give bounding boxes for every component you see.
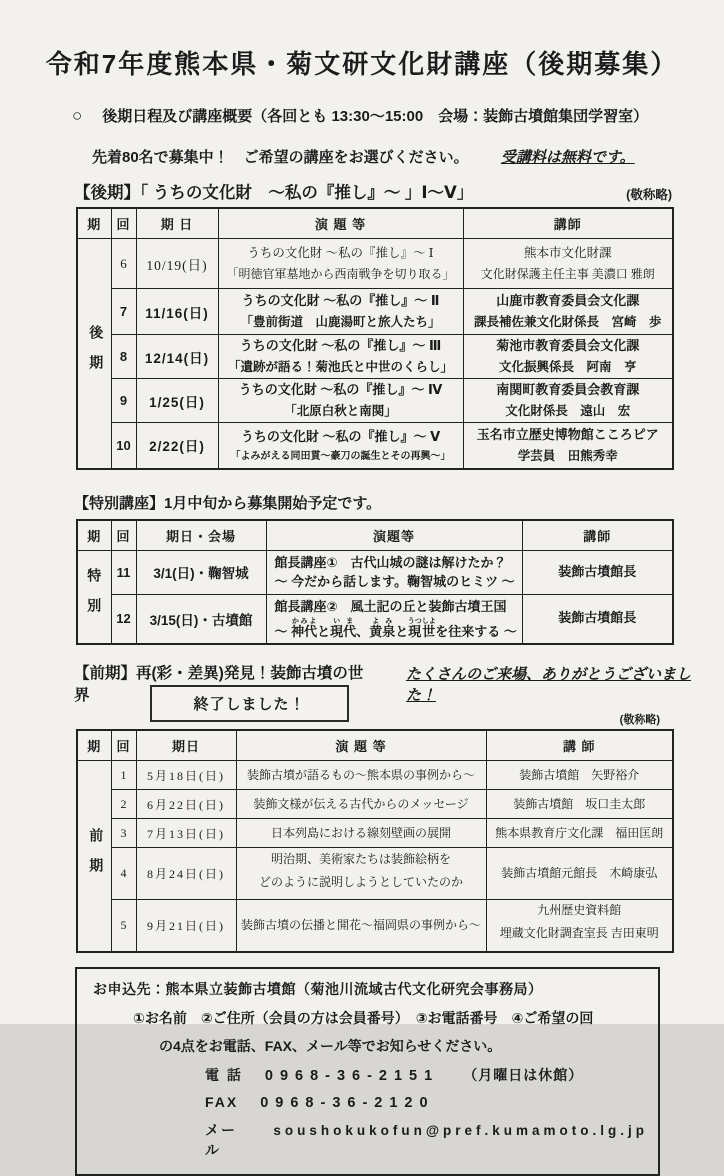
row-no: 1	[111, 761, 136, 790]
row-lecturer: 装飾古墳館長	[522, 550, 673, 594]
row-lecturer: 菊池市教育委員会文化課 文化振興係長 阿南 亨	[463, 335, 673, 379]
phone-number: 0968-36-2151	[264, 1067, 440, 1084]
row-lecturer: 熊本県教育庁文化課 福田匡朗	[486, 819, 673, 848]
row-theme: 装飾文様が伝える古代からのメッセージ	[236, 790, 486, 819]
col-lecturer: 講 師	[486, 730, 673, 761]
phone-label: 電 話	[205, 1066, 243, 1083]
row-date-venue: 3/15(日)・古墳館	[136, 594, 266, 644]
zenki-heading-text: 【前期】再(彩・差異)発見！装飾古墳の世界	[74, 665, 364, 704]
phone-line	[205, 1065, 648, 1085]
row-date: 5月18日(日)	[136, 761, 236, 790]
kouki-table	[76, 207, 674, 470]
col-no: 回	[111, 520, 136, 551]
col-lecturer: 講師	[522, 520, 673, 551]
row-lecturer: 南関町教育委員会教育課 文化財係長 遠山 宏	[463, 379, 673, 423]
tokubetsu-section-heading	[74, 492, 672, 513]
col-period: 期	[77, 208, 111, 239]
fax-line	[205, 1094, 648, 1111]
row-date: 12/14(日)	[136, 335, 218, 379]
row-date: 2/22(日)	[136, 423, 218, 469]
row-no: 2	[111, 790, 136, 819]
contact-items-line: ①お名前 ②ご住所（会員の方は会員番号） ③お電話番号 ④ご希望の回	[133, 1009, 594, 1026]
table-row	[77, 761, 673, 790]
table-row	[77, 379, 673, 423]
table-row	[77, 594, 673, 644]
table-row	[77, 848, 673, 900]
row-lecturer: 装飾古墳館 矢野裕介	[486, 761, 673, 790]
table-row	[77, 900, 673, 952]
row-no: 12	[111, 594, 136, 644]
col-no: 回	[111, 208, 136, 239]
row-date: 11/16(日)	[136, 289, 218, 335]
ended-stamp-box: 終了しました！	[150, 685, 349, 722]
row-theme: 装飾古墳の伝播と開花～福岡県の事例から～	[236, 900, 486, 952]
row-theme: 装飾古墳が語るもの～熊本県の事例から～	[236, 761, 486, 790]
table-row	[77, 239, 673, 289]
circle-bullet-icon: ○	[72, 105, 83, 125]
col-period: 期	[77, 520, 111, 551]
row-no: 11	[111, 550, 136, 594]
row-date: 1/25(日)	[136, 379, 218, 423]
closed-monday-note: （月曜日は休館）	[463, 1066, 584, 1083]
row-lecturer: 玉名市立歴史博物館こころピア 学芸員 田熊秀幸	[463, 423, 673, 469]
fax-label: FAX	[205, 1093, 239, 1110]
row-no: 8	[111, 335, 136, 379]
zenki-table	[76, 729, 674, 953]
overview-line	[72, 105, 724, 126]
row-lecturer: 装飾古墳館 坂口圭太郎	[486, 790, 673, 819]
overview-text: 後期日程及び講座概要（各回とも 13:30～15:00 会場：装飾古墳館集団学習室）	[102, 108, 649, 125]
tokubetsu-table	[76, 519, 674, 646]
table-row	[77, 550, 673, 594]
row-lecturer: 熊本市文化財課 文化財保護主任主事 美濃口 雅朗	[463, 239, 673, 289]
col-date: 期 日	[136, 208, 218, 239]
row-date: 8月24日(日)	[136, 848, 236, 900]
row-no: 4	[111, 848, 136, 900]
row-no: 6	[111, 239, 136, 289]
contact-box	[75, 967, 660, 1176]
row-date: 7月13日(日)	[136, 819, 236, 848]
ruby-word: 現世うつしよ	[407, 617, 436, 639]
row-date-venue: 3/1(日)・鞠智城	[136, 550, 266, 594]
kouki-keisho-note: (敬称略)	[626, 188, 672, 202]
row-theme: うちの文化財 ～私の『推し』～ Ⅱ 「豊前街道 山鹿湯町と旅人たち」	[218, 289, 463, 335]
row-date: 9月21日(日)	[136, 900, 236, 952]
row-theme: うちの文化財 ～私の『推し』～ Ⅰ 「明徳官軍墓地から西南戦争を切り取る」	[218, 239, 463, 289]
mail-label: メール	[205, 1121, 237, 1158]
ruby-word: 神代かみよ	[291, 617, 318, 639]
mail-address: soushokukofun@pref.kumamoto.lg.jp	[273, 1122, 648, 1138]
period-label: 後期	[87, 324, 103, 385]
period-cell	[77, 239, 111, 469]
row-no: 7	[111, 289, 136, 335]
kouki-header-row	[77, 208, 673, 239]
row-date: 10/19(日)	[136, 239, 218, 289]
col-period: 期	[77, 730, 111, 761]
col-lecturer: 講師	[463, 208, 673, 239]
row-theme: 館長講座② 風土記の丘と装飾古墳王国 ～ 神代かみよと現代いま、黄泉よみと現世うつしよを往来する ～	[266, 594, 522, 644]
row-no: 9	[111, 379, 136, 423]
zenki-section	[0, 661, 724, 953]
row-lecturer: 九州歴史資料館 埋蔵文化財調査室長 吉田東明	[486, 900, 673, 952]
col-date: 期日	[136, 730, 236, 761]
zenki-header-row	[77, 730, 673, 761]
table-row	[77, 289, 673, 335]
contact-instruction-line: の4点をお電話、FAX、メール等でお知らせください。	[159, 1037, 502, 1054]
row-theme: うちの文化財 ～私の『推し』～ Ⅴ 「よみがえる同田貫～豪刀の誕生とその再興～」	[218, 423, 463, 469]
tokubetsu-heading-text: 【特別講座】1月中旬から募集開始予定です。	[74, 494, 382, 512]
fax-number: 0968-36-2120	[260, 1094, 435, 1111]
col-theme: 演 題 等	[236, 730, 486, 761]
kouki-heading-text: 【後期】「 うちの文化財 ～私の『推し』～ 」Ⅰ～Ⅴ」	[74, 184, 474, 202]
table-row	[77, 335, 673, 379]
kouki-section-heading	[74, 179, 672, 203]
row-theme: 明治期、美術家たちは装飾絵柄を どのように説明しようとしていたのか	[236, 848, 486, 900]
recruit-line	[92, 146, 724, 167]
table-row	[77, 423, 673, 469]
contact-address-line: お申込先：熊本県立装飾古墳館（菊池川流域古代文化研究会事務局）	[93, 980, 543, 997]
col-theme: 演 題 等	[218, 208, 463, 239]
mail-line	[205, 1120, 648, 1160]
table-row	[77, 819, 673, 848]
period-cell	[77, 761, 111, 952]
furigana-line: ～ 神代かみよと現代いま、黄泉よみと現世うつしよを往来する ～	[274, 617, 517, 639]
page-title: 令和7年度熊本県・菊文研文化財講座（後期募集）	[45, 49, 679, 79]
zenki-keisho-note: (敬称略)	[619, 714, 660, 726]
row-theme: 館長講座① 古代山城の謎は解けたか？ ～ 今だから話します。鞠智城のヒミツ ～	[266, 550, 522, 594]
period-label: 前期	[87, 827, 103, 888]
period-label: 特別	[86, 568, 103, 629]
table-row	[77, 790, 673, 819]
row-lecturer: 装飾古墳館元館長 木崎康弘	[486, 848, 673, 900]
free-of-charge-text: 受講料は無料です。	[500, 149, 635, 166]
row-no: 10	[111, 423, 136, 469]
thanks-text: たくさんのご来場、ありがとうございました！	[405, 666, 691, 704]
col-date-venue: 期日・会場	[136, 520, 266, 551]
row-theme: うちの文化財 ～私の『推し』～ Ⅳ 「北原白秋と南関」	[218, 379, 463, 423]
row-lecturer: 山鹿市教育委員会文化課 課長補佐兼文化財係長 宮崎 歩	[463, 289, 673, 335]
ruby-word: 黄泉よみ	[369, 617, 396, 639]
row-no: 5	[111, 900, 136, 952]
row-date: 6月22日(日)	[136, 790, 236, 819]
row-no: 3	[111, 819, 136, 848]
col-theme: 演題等	[266, 520, 522, 551]
period-cell	[77, 550, 111, 644]
col-no: 回	[111, 730, 136, 761]
tokubetsu-header-row	[77, 520, 673, 551]
row-lecturer: 装飾古墳館長	[522, 594, 673, 644]
recruit-text: 先着80名で募集中！ ご希望の講座をお選びください。	[92, 149, 469, 166]
row-theme: うちの文化財 ～私の『推し』～ Ⅲ 「遺跡が語る！菊池氏と中世のくらし」	[218, 335, 463, 379]
row-theme: 日本列島における線刻壁画の展開	[236, 819, 486, 848]
ruby-word: 現代いま	[330, 617, 357, 639]
